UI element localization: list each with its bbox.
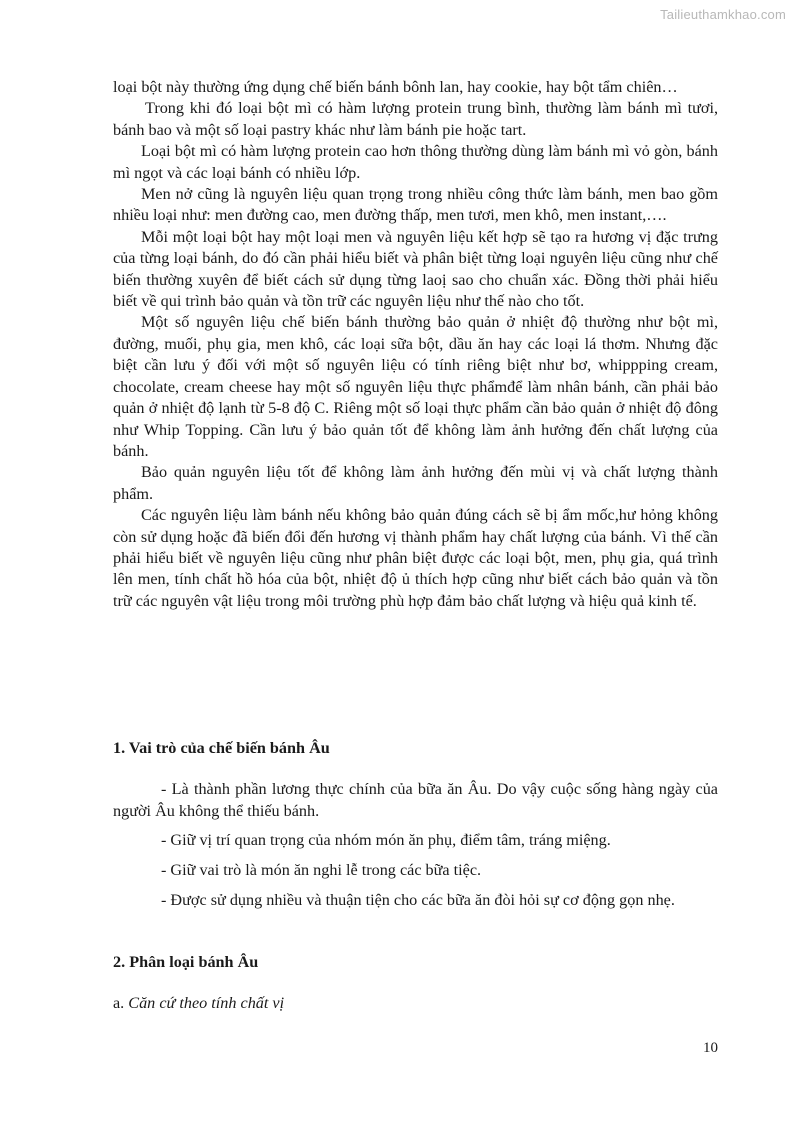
role-item: - Được sử dụng nhiều và thuận tiện cho các bữa ăn đòi hỏi sự cơ động gọn nhẹ. <box>161 891 675 909</box>
role-item: - Giữ vai trò là món ăn nghi lễ trong các bữa tiệc. <box>161 861 482 879</box>
subsection-heading <box>113 994 284 1013</box>
paragraph: Một số nguyên liệu chế biến bánh thường bảo quản ở nhiệt độ thường như bột mì, đường, muối, phụ gia, men khô, các loại sữa bột, dầu ăn hay các loại lá thơm. Nhưng đặc biệt cần lưu ý đối với một số nguyên liệu có tính riêng biệt như bơ, whippping cream, chocolate, cream cheese hay một số nguyên liệu thực phẩmđể làm nhân bánh, cần phải bảo quản ở nhiệt độ lạnh từ 5-8 độ C. Riêng một số loại thực phẩm cần bảo quản ở nhiệt độ đông như Whip Topping. Cần lưu ý bảo quản tốt để không làm ảnh hưởng đến chất lượng của bánh. <box>113 313 718 460</box>
subsection-label: Căn cứ theo tính chất vị <box>128 994 285 1012</box>
paragraph: Các nguyên liệu làm bánh nếu không bảo quản đúng cách sẽ bị ẩm mốc,hư hỏng không còn sử dụng hoặc đã biến đổi đến hương vị thành phẩm hay chất lượng của bánh. Vì thế cần phải hiểu biết về nguyên liệu cũng như phân biệt được các loại bột, men, phụ gia, quá trình lên men, tính chất hồ hóa của bột, nhiệt độ ủ thích hợp cũng như biết cách bảo quản và tồn trữ các nguyên vật liệu trong môi trường phù hợp đảm bảo chất lượng và hiệu quả kinh tế. <box>113 506 718 610</box>
watermark: Tailieuthamkhao.com <box>660 7 786 22</box>
paragraph: Mỗi một loại bột hay một loại men và nguyên liệu kết hợp sẽ tạo ra hương vị đặc trưng của từng loại bánh, do đó cần phải hiểu biết và phân biệt từng loại nguyên liệu cũng như chế biến thường xuyên để biết cách sử dụng từng laoị sao cho chuẩn xác. Đồng thời phải hiểu biết về qui trình bảo quản và tồn trữ các nguyên liệu như thế nào cho tốt. <box>113 227 718 311</box>
paragraph: loại bột này thường ứng dụng chế biến bánh bônh lan, hay cookie, hay bột tẩm chiên… <box>113 78 678 96</box>
role-item: - Là thành phần lương thực chính của bữa ăn Âu. Do vậy cuộc sống hàng ngày của người Âu không thể thiếu bánh. <box>113 780 718 820</box>
subsection-prefix: a. <box>113 994 125 1012</box>
section-heading-roles: 1. Vai trò của chế biến bánh Âu <box>113 739 330 757</box>
paragraph: Men nở cũng là nguyên liệu quan trọng trong nhiều công thức làm bánh, men bao gồm nhiều loại như: men đường cao, men đường thấp, men tươi, men khô, men instant,…. <box>113 185 718 225</box>
body-text <box>113 77 718 612</box>
paragraph: Loại bột mì có hàm lượng protein cao hơn thông thường dùng làm bánh mì vỏ gòn, bánh mì ngọt và các loại bánh có nhiều lớp. <box>113 142 718 182</box>
section-heading-classification: 2. Phân loại bánh Âu <box>113 953 259 971</box>
page-number: 10 <box>703 1040 718 1056</box>
paragraph: Trong khi đó loại bột mì có hàm lượng protein trung bình, thường làm bánh mì tươi, bánh bao và một số loại pastry khác như làm bánh pie hoặc tart. <box>113 99 718 139</box>
role-item: - Giữ vị trí quan trọng của nhóm món ăn phụ, điểm tâm, tráng miệng. <box>161 831 611 849</box>
paragraph: Bảo quản nguyên liệu tốt để không làm ảnh hưởng đến mùi vị và chất lượng thành phẩm. <box>113 463 718 503</box>
